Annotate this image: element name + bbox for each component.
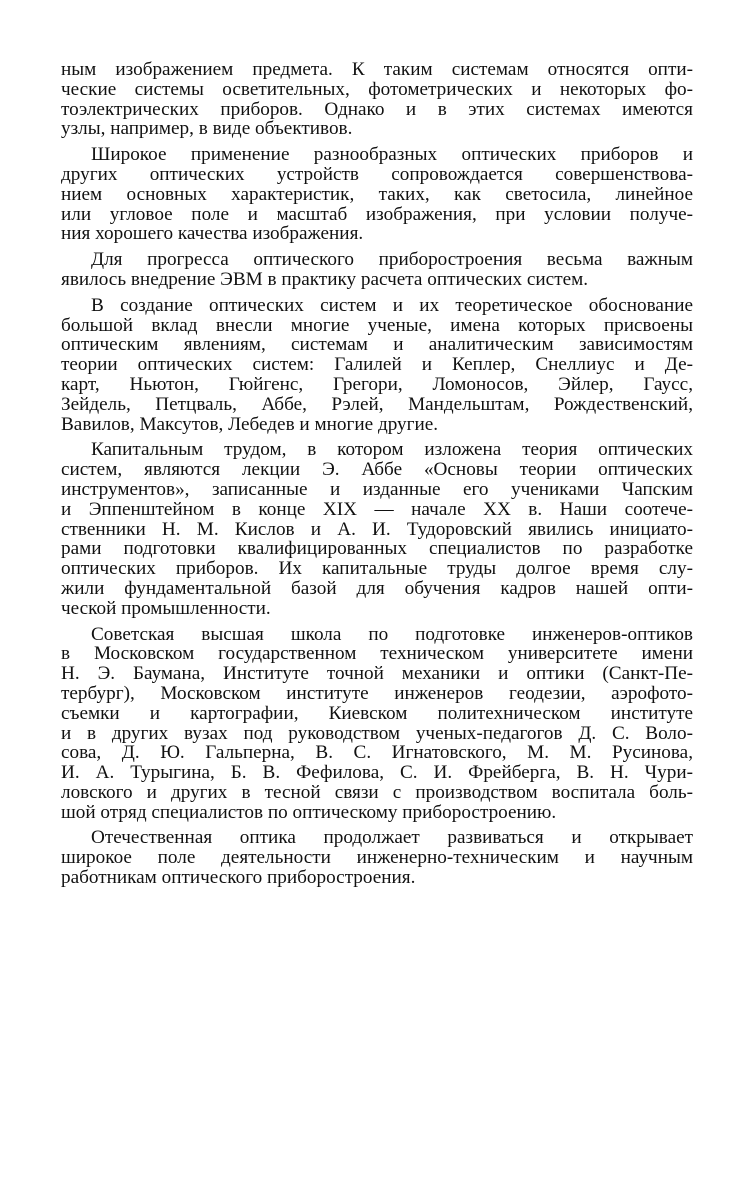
text-line: оптическим явлениям, системам и аналитическим зависимостям — [61, 334, 693, 356]
text-line: работникам оптического приборостроения. — [61, 867, 416, 889]
text-line: ческой промышленности. — [61, 597, 271, 619]
text-line: в Московском государственном техническом университете имени — [61, 643, 693, 665]
text-line: Советская высшая школа по подготовке инженеров-оптиков — [91, 623, 693, 645]
text-line: и в других вузах под руководством ученых-педагогов Д. С. Воло- — [61, 722, 693, 744]
text-line: Для прогресса оптического приборостроения весьма важным — [91, 249, 693, 271]
text-line: жили фундаментальной базой для обучения кадров нашей опти- — [61, 577, 693, 599]
text-line: Вавилов, Максутов, Лебедев и многие другие. — [61, 413, 439, 435]
paragraph — [61, 250, 693, 290]
text-line: карт, Ньютон, Гюйгенс, Грегори, Ломоносов, Эйлер, Гаусс, — [61, 373, 693, 395]
text-line: И. А. Турыгина, Б. В. Фефилова, С. И. Фрейберга, В. Н. Чури- — [61, 762, 693, 784]
paragraph — [61, 440, 693, 618]
paragraph — [61, 60, 693, 139]
text-line: рами подготовки квалифицированных специалистов по разработке — [61, 538, 693, 560]
document-page — [61, 60, 693, 894]
text-line: оптических приборов. Их капитальные труды долгое время слу- — [61, 558, 693, 580]
paragraph — [61, 828, 693, 887]
text-line: шой отряд специалистов по оптическому приборостроению. — [61, 801, 557, 823]
text-line: съемки и картографии, Киевском политехническом институте — [61, 702, 693, 724]
text-line: Отечественная оптика продолжает развиваться и открывает — [91, 827, 693, 849]
paragraph — [61, 296, 693, 435]
paragraph — [61, 625, 693, 823]
text-line: Широкое применение разнообразных оптических приборов и — [91, 144, 693, 166]
text-line: Зейдель, Петцваль, Аббе, Рэлей, Мандельштам, Рождественский, — [61, 393, 693, 415]
text-line: инструментов», записанные и изданные его учениками Чапским — [61, 478, 693, 500]
text-line: тербург), Московском институте инженеров геодезии, аэрофото- — [61, 682, 693, 704]
text-line: В создание оптических систем и их теоретическое обоснование — [91, 294, 693, 316]
text-line: ческие системы осветительных, фотометрических и некоторых фо- — [61, 78, 693, 100]
text-line: ния хорошего качества изображения. — [61, 223, 364, 245]
text-line: ловского и других в тесной связи с производством воспитала боль- — [61, 781, 693, 803]
text-line: Н. Э. Баумана, Институте точной механики и оптики (Санкт-Пе- — [61, 663, 693, 685]
text-line: ным изображением предмета. К таким системам относятся опти- — [61, 59, 693, 80]
text-line: теории оптических систем: Галилей и Кеплер, Снеллиус и Де- — [61, 354, 693, 376]
text-line: и Эппенштейном в конце XIX — начале XX в. Наши соотече- — [61, 498, 693, 520]
text-line: Капитальным трудом, в котором изложена теория оптических — [91, 439, 693, 461]
text-line: большой вклад внесли многие ученые, имена которых присвоены — [61, 314, 693, 336]
text-line: широкое поле деятельности инженерно-техническим и научным — [61, 847, 693, 869]
text-line: других оптических устройств сопровождается совершенствова- — [61, 163, 693, 185]
text-line: систем, являются лекции Э. Аббе «Основы теории оптических — [61, 459, 693, 481]
text-line: сова, Д. Ю. Гальперна, В. С. Игнатовского, М. М. Русинова, — [61, 742, 693, 764]
text-line: или угловое поле и масштаб изображения, при условии получе- — [61, 203, 693, 225]
paragraph — [61, 145, 693, 244]
text-line: явилось внедрение ЭВМ в практику расчета оптических систем. — [61, 268, 589, 290]
text-line: тоэлектрических приборов. Однако и в этих системах имеются — [61, 98, 693, 120]
text-line: узлы, например, в виде объективов. — [61, 118, 353, 140]
text-line: ственники Н. М. Кислов и А. И. Тудоровский явились инициато- — [61, 518, 693, 540]
text-line: нием основных характеристик, таких, как светосила, линейное — [61, 183, 693, 205]
